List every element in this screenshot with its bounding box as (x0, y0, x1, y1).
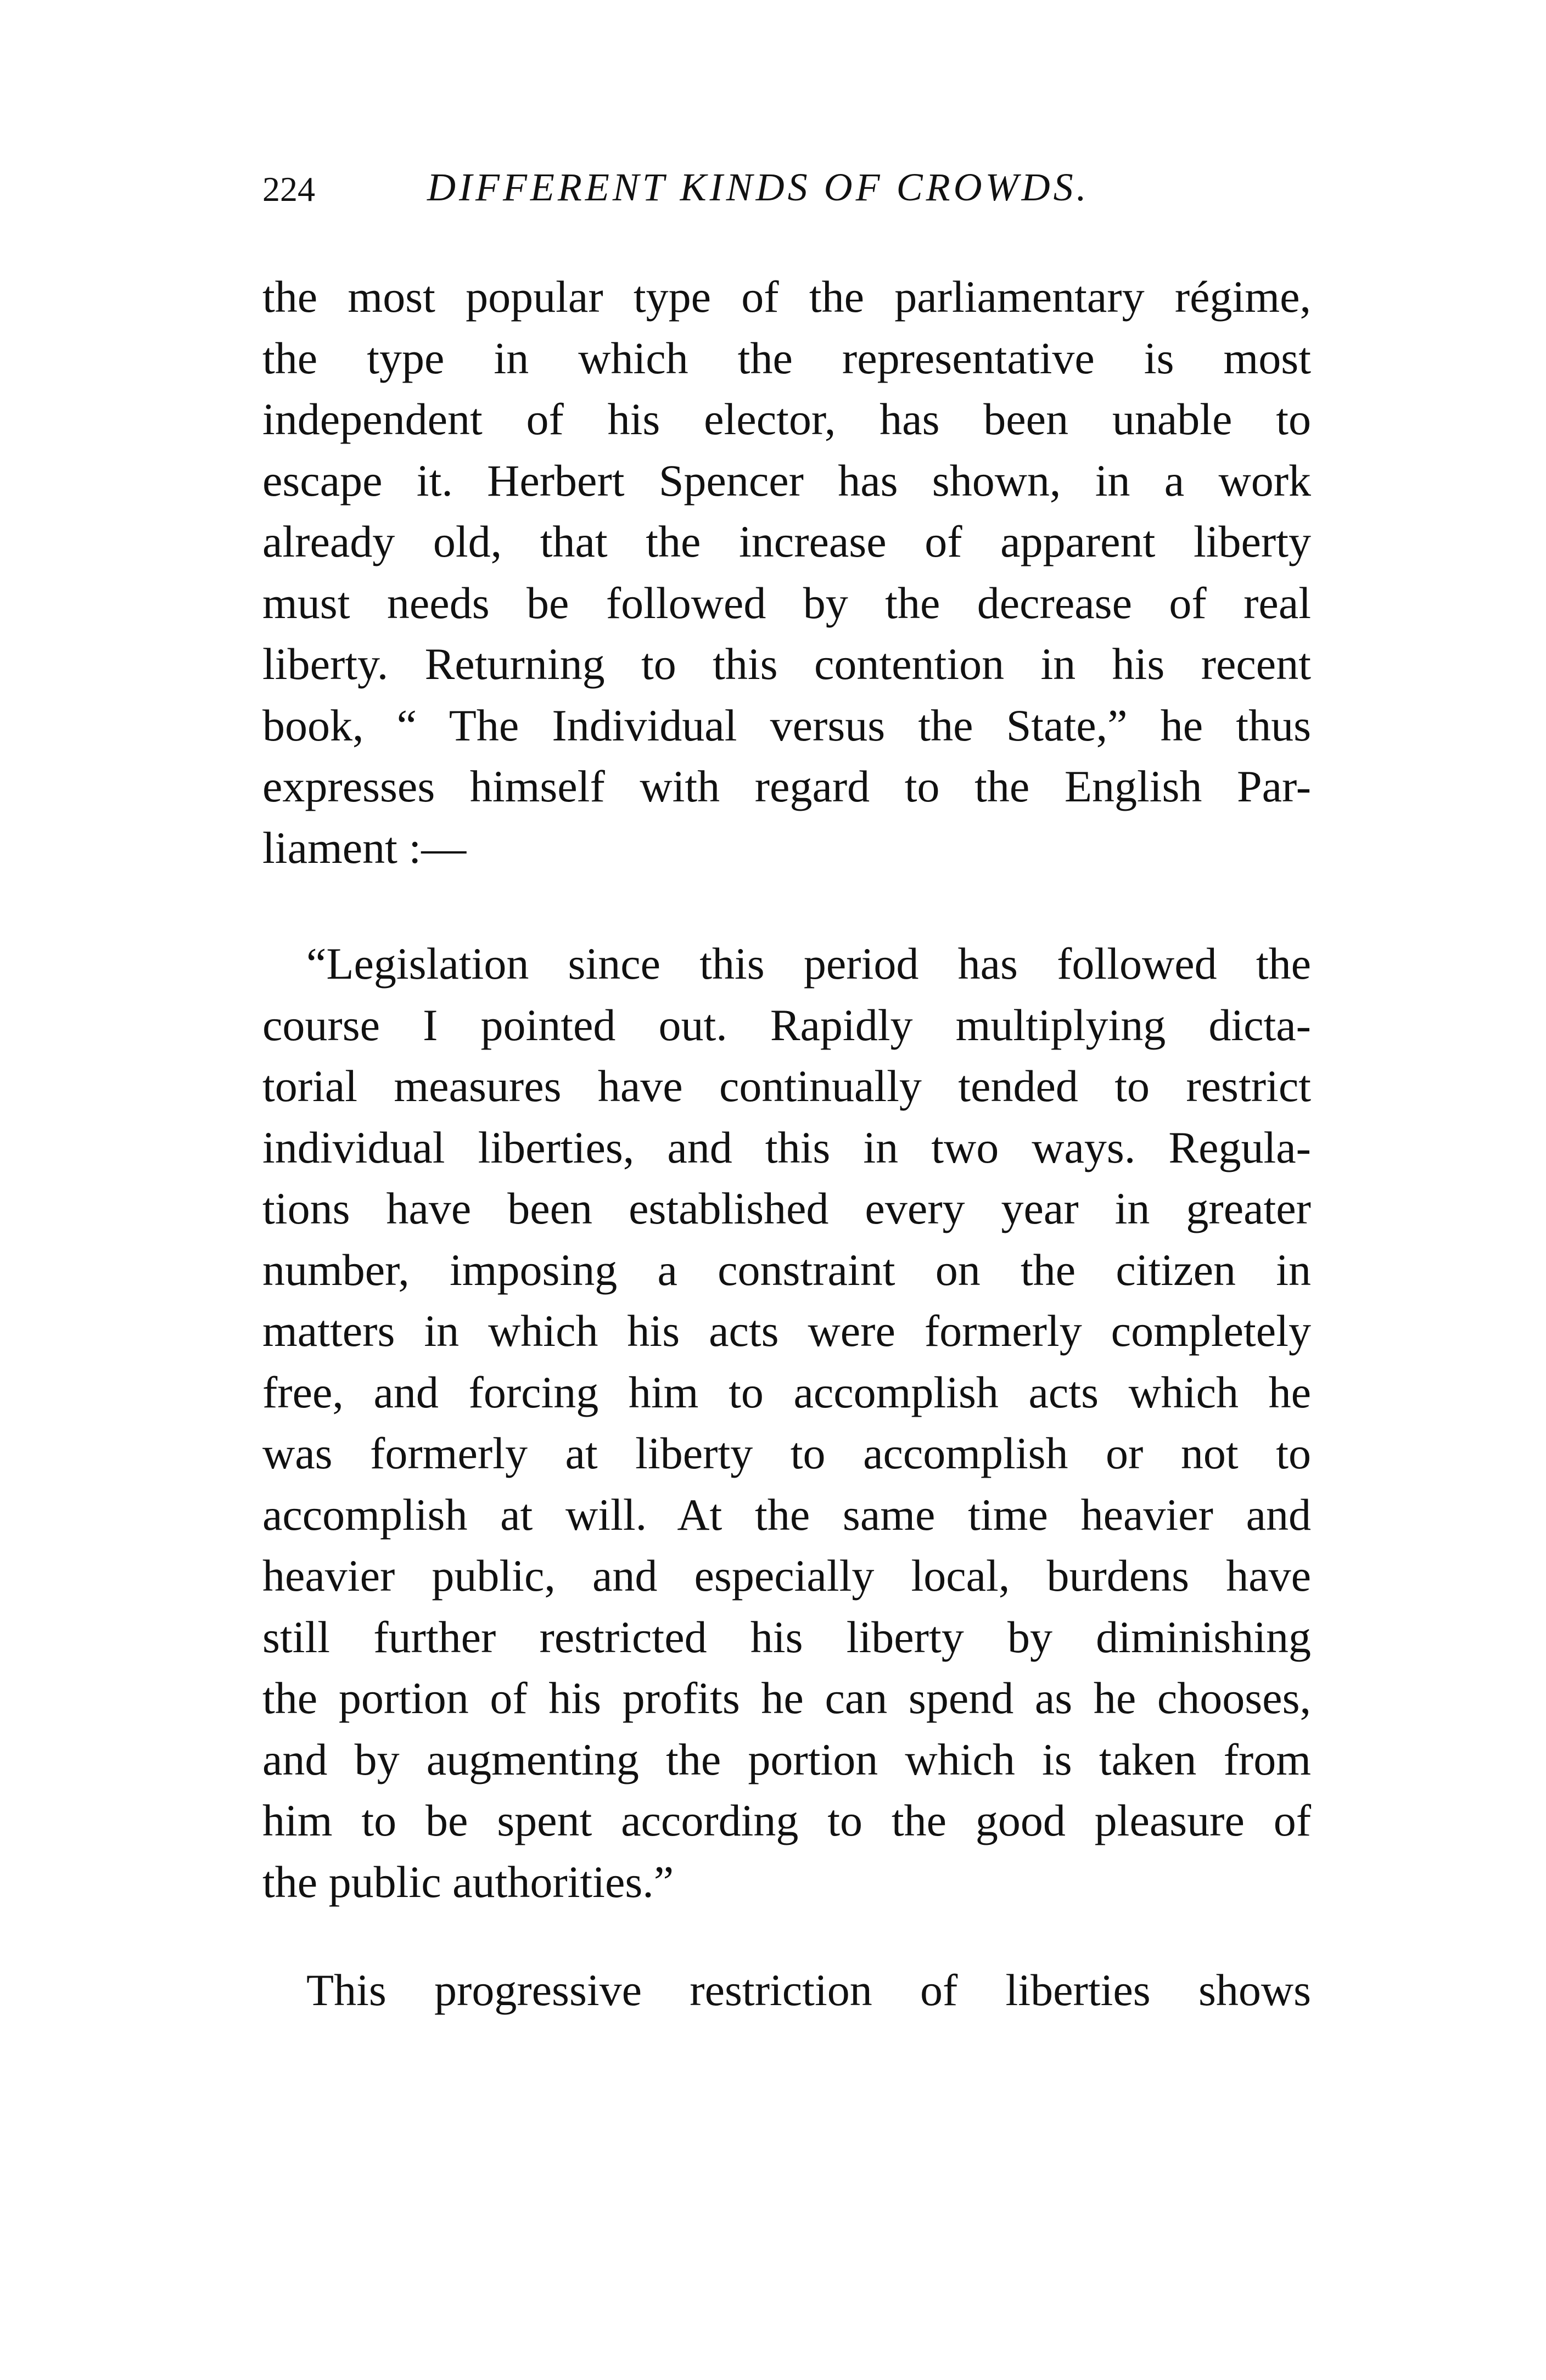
text-line: torial measures have continually tended to restrict (262, 1061, 1311, 1111)
text-line: individual liberties, and this in two ways. Regula- (262, 1122, 1311, 1172)
text-line: book, “ The Individual versus the State,” he thus (262, 700, 1311, 750)
text-line: liberty. Returning to this contention in his recent (262, 639, 1311, 689)
text-line: and by augmenting the portion which is taken from (262, 1734, 1311, 1784)
text-line: must needs be followed by the decrease of real (262, 577, 1311, 628)
text-line: “Legislation since this period has followed the (306, 939, 1311, 989)
paragraph (262, 1960, 1311, 2021)
text-line: still further restricted his liberty by diminishing (262, 1612, 1311, 1662)
text-line: heavier public, and especially local, burdens have (262, 1551, 1311, 1601)
text-line: the portion of his profits he can spend as he chooses, (262, 1673, 1311, 1723)
text-line: the public authorities.” (262, 1856, 674, 1907)
running-head (262, 165, 1306, 225)
text-line: escape it. Herbert Spencer has shown, in a work (262, 455, 1311, 506)
text-line: already old, that the increase of apparent liberty (262, 517, 1311, 566)
text-line: expresses himself with regard to the English Par- (262, 761, 1311, 811)
text-line: him to be spent according to the good pleasure of (262, 1795, 1311, 1845)
text-line: liament :— (262, 822, 467, 873)
text-line: the most popular type of the parliamentary régime, (262, 272, 1311, 322)
text-line: accomplish at will. At the same time heavier and (262, 1489, 1311, 1540)
text-line: number, imposing a constraint on the citizen in (262, 1244, 1311, 1295)
block-quotation (262, 933, 1311, 1912)
text-line: the type in which the representative is most (262, 333, 1311, 383)
text-line: tions have been established every year in greater (262, 1183, 1311, 1233)
text-line: matters in which his acts were formerly completely (262, 1306, 1311, 1356)
text-line: independent of his elector, has been unable to (262, 394, 1311, 444)
text-line: course I pointed out. Rapidly multiplying dicta- (262, 1000, 1311, 1050)
text-line: This progressive restriction of liberties shows (306, 1965, 1311, 2015)
running-title: DIFFERENT KINDS OF CROWDS. (427, 165, 1090, 209)
page-number: 224 (262, 170, 315, 209)
text-line: free, and forcing him to accomplish acts which he (262, 1367, 1311, 1417)
text-line: was formerly at liberty to accomplish or not to (262, 1428, 1311, 1478)
paragraph (262, 266, 1311, 878)
